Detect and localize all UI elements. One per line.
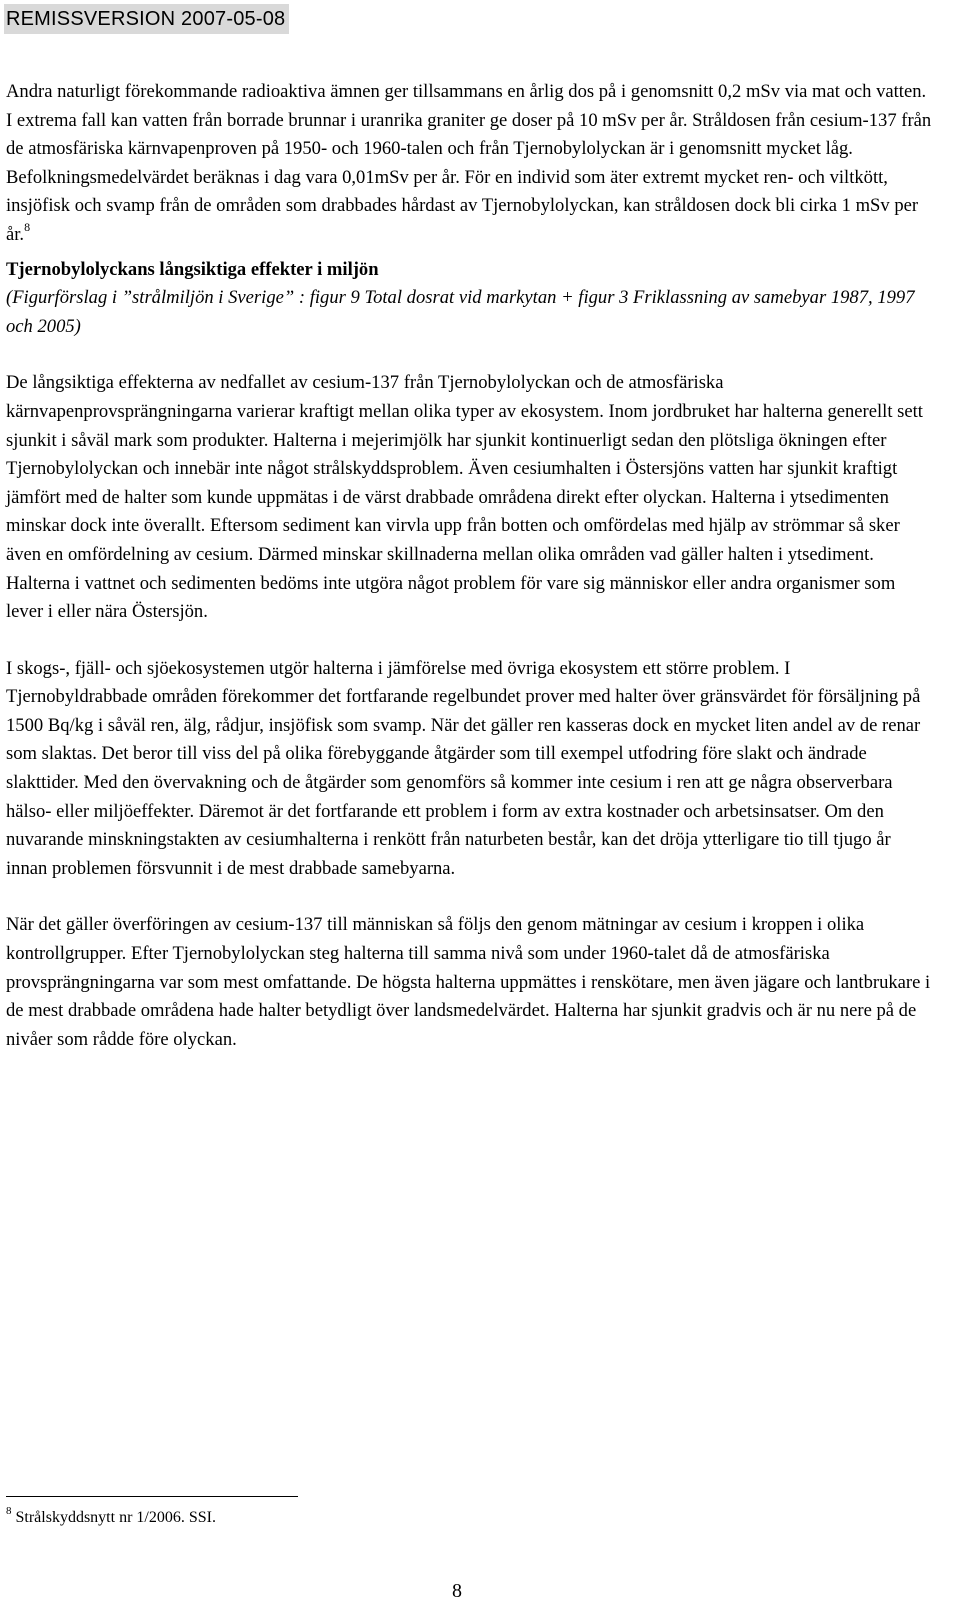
footnote-marker: 8 xyxy=(6,1504,12,1517)
draft-version-stamp: REMISSVERSION 2007-05-08 xyxy=(4,4,289,34)
paragraph-text: Andra naturligt förekommande radioaktiva ämnen ger tillsammans en årlig dos på i genomsnitt 0,2 mSv via mat och vatten. I extrema fall kan vatten från borrade brunnar i uranrika graniter ge doser på 10 mSv per år. Stråldosen från cesium-137 från de atmosfäriska kärnvapenproven på 1950- och 1960-talen och från Tjernobylolyckan är i genomsnitt mycket låg. Befolkningsmedelvärdet beräknas i dag vara 0,01mSv per år. För en individ som äter extremt mycket ren- och viltkött, insjöfisk och svamp från de områden som drabbades hårdast av Tjernobylolyckan, kan stråldosen dock bli cirka 1 mSv per år. xyxy=(6,81,932,245)
figure-suggestion-note: (Figurförslag i ”strålmiljön i Sverige” : figur 9 Total dosrat vid markytan + figur 3 Friklassning av samebyar 1987, 1997 och 2005) xyxy=(6,287,915,337)
paragraph-long-term-effects: De långsiktiga effekterna av nedfallet av cesium-137 från Tjernobylolyckan och de atmosfäriska kärnvapenprovsprängningarna varierar kraftigt mellan olika typer av ekosystem. Inom jordbruket har halterna generellt sett sjunkit i såväl mark som produkter. Halterna i mejerimjölk har sjunkit kontinuerligt sedan den plötsliga ökningen efter Tjernobylolyckan och innebär inte något strålskyddsproblem. Även cesiumhalten i Östersjöns vatten har sjunkit kraftigt jämfört med de halter som kunde uppmätas i de värst drabbade områdena direkt efter olyckan. Halterna i ytsedimenten minskar dock inte överallt. Eftersom sediment kan virvla upp från botten och omfördelas med hjälp av strömmar så sker även en omfördelning av cesium. Därmed minskar skillnaderna mellan olika områden vad gäller halten i ytsediment. Halterna i vattnet och sedimenten bedöms inte utgöra något problem för vare sig människor eller andra organismer som lever i eller nära Östersjön. xyxy=(6,372,923,623)
paragraph-natural-radiation xyxy=(6,78,936,250)
section-heading: Tjernobylolyckans långsiktiga effekter i miljön xyxy=(6,258,379,280)
document-body xyxy=(6,78,936,1054)
page-number: 8 xyxy=(452,1580,462,1602)
footnote-separator xyxy=(6,1496,298,1497)
footnote xyxy=(6,1506,216,1530)
footnote-reference: 8 xyxy=(24,219,31,234)
paragraph-forest-mountain-lake: I skogs-, fjäll- och sjöekosystemen utgör halterna i jämförelse med övriga ekosystem ett större problem. I Tjernobyldrabbade områden förekommer det fortfarande regelbundet prover med halter över gränsvärdet för försäljning på 1500 Bq/kg i såväl ren, älg, rådjur, insjöfisk som svamp. När det gäller ren kasseras dock en mycket liten andel av de renar som slaktas. Det beror till viss del på olika förebyggande åtgärder som till exempel utfodring före slakt och ändrade slakttider. Med den övervakning och de åtgärder som genomförs så kommer inte cesium i ren att ge några observerbara hälso- eller miljöeffekter. Däremot är det fortfarande ett problem i form av extra kostnader och arbetsinsatser. Om den nuvarande minskningstakten av cesiumhalterna i renkött från naturbeten består, kan det dröja ytterligare tio till tjugo år innan problemen försvunnit i de mest drabbade samebyarna. xyxy=(6,657,921,879)
footnote-text: Strålskyddsnytt nr 1/2006. SSI. xyxy=(11,1509,216,1526)
paragraph-human-transfer: När det gäller överföringen av cesium-137 till människan så följs den genom mätningar av cesium i kroppen i olika kontrollgrupper. Efter Tjernobylolyckan steg halterna till samma nivå som under 1960-talet då de atmosfäriska provsprängningarna var som mest omfattande. De högsta halterna uppmättes i renskötare, men även jägare och lantbrukare i de mest drabbade områdena hade halter betydligt över landsmedelvärdet. Halterna har sjunkit gradvis och är nu nere på de nivåer som rådde före olyckan. xyxy=(6,914,931,1050)
